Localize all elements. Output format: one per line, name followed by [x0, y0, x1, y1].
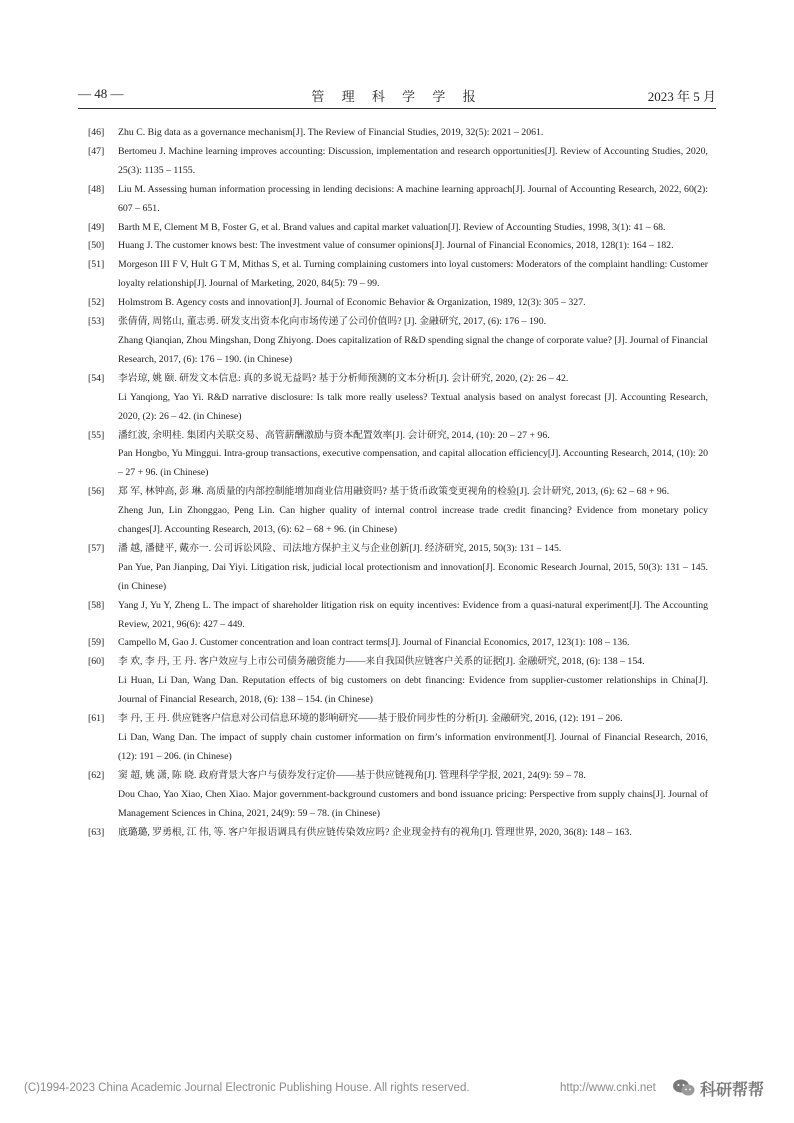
reference-translation: Dou Chao, Yao Xiao, Chen Xiao. Major government-background customers and bond issuance pricing: Perspective from supply chains[J]. Journal of Management Sciences in China, 2021, 24(9): 59 – 78. (in Chinese)	[118, 788, 708, 819]
header-rule	[78, 108, 716, 109]
page-number: — 48 —	[78, 86, 124, 101]
reference-item	[88, 143, 708, 181]
reference-number: [63]	[88, 826, 105, 838]
reference-list	[88, 124, 708, 842]
reference-number: [46]	[88, 127, 105, 138]
reference-text: Huang J. The customer knows best: The investment value of consumer opinions[J]. Journal of Financial Economics, 2018, 128(1): 164 – 182.	[118, 240, 674, 252]
reference-translation: Pan Yue, Pan Jianping, Dai Yiyi. Litigation risk, judicial local protectionism and innovation[J]. Economic Research Journal, 2015, 50(3): 131 – 145. (in Chinese)	[118, 561, 708, 592]
reference-number: [52]	[88, 297, 105, 309]
reference-text: 李 欢, 李 丹, 王 丹. 客户效应与上市公司债务融资能力——来自我国供应链客户关系的证据[J]. 金融研究, 2018, (6): 138 – 154.	[118, 656, 645, 668]
reference-number: [48]	[88, 183, 105, 195]
journal-title: 管 理 科 学 学 报	[311, 89, 483, 104]
copyright-notice: (C)1994-2023 China Academic Journal Electronic Publishing House. All rights reserved.	[24, 1082, 470, 1094]
reference-number: [61]	[88, 713, 105, 725]
reference-item	[88, 237, 708, 256]
reference-translation: Zheng Jun, Lin Zhonggao, Peng Lin. Can higher quality of internal control increase trade credit financing? Evidence from monetary policy changes[J]. Accounting Research, 2013, (6): 62 – 68 + 96. (in Chinese)	[118, 505, 708, 536]
reference-item	[88, 483, 708, 540]
reference-item	[88, 634, 708, 653]
reference-number: [51]	[88, 259, 105, 271]
reference-text: 郑 军, 林钟高, 彭 琳. 高质量的内部控制能增加商业信用融资吗? 基于货币政策变更视角的检验[J]. 会计研究, 2013, (6): 62 – 68 + 96.	[118, 486, 670, 498]
reference-item	[88, 597, 708, 635]
watermark-text: 科研帮帮	[700, 1079, 765, 1099]
reference-translation: Li Huan, Li Dan, Wang Dan. Reputation effects of big customers on debt financing: Evidence from supplier-customer relationships in China[J]. Journal of Financial Research, 2018, (6): 138 – 154. (in Chinese)	[118, 675, 708, 706]
reference-item	[88, 653, 708, 710]
issue-date: 2023 年 5 月	[647, 89, 716, 104]
reference-text: Bertomeu J. Machine learning improves accounting: Discussion, implementation and research opportunities[J]. Review of Accounting Studies, 2020, 25(3): 1135 – 1155.	[118, 145, 708, 176]
watermark	[672, 1076, 764, 1100]
reference-item	[88, 181, 708, 219]
reference-item	[88, 124, 708, 143]
reference-number: [56]	[88, 486, 105, 498]
reference-text: Zhu C. Big data as a governance mechanism[J]. The Review of Financial Studies, 2019, 32(5): 2021 – 2061.	[118, 127, 544, 138]
reference-text: 李 丹, 王 丹. 供应链客户信息对公司信息环境的影响研究——基于股价同步性的分析[J]. 金融研究, 2016, (12): 191 – 206.	[118, 713, 623, 725]
reference-text: 窦 超, 姚 潇, 陈 晓. 政府背景大客户与债券发行定价——基于供应链视角[J]. 管理科学学报, 2021, 24(9): 59 – 78.	[118, 769, 586, 781]
reference-text: Morgeson III F V, Hult G T M, Mithas S, et al. Turning complaining customers into loyal customers: Moderators of the complaint handling: Customer loyalty relationship[J]. Journal of Marketing, 2020, 84(5): 79 – 99.	[118, 259, 708, 290]
reference-item	[88, 540, 708, 597]
reference-text: 李岩琼, 姚 颐. 研发文本信息: 真的多说无益吗? 基于分析师预测的文本分析[J]. 会计研究, 2020, (2): 26 – 42.	[118, 372, 569, 384]
cnki-link[interactable]: http://www.cnki.net	[560, 1082, 656, 1094]
reference-number: [54]	[88, 372, 105, 384]
page-header	[78, 86, 716, 108]
reference-number: [62]	[88, 769, 105, 781]
wechat-icon	[672, 1078, 696, 1098]
reference-text: Holmstrom B. Agency costs and innovation[J]. Journal of Economic Behavior & Organization, 1989, 12(3): 305 – 327.	[118, 297, 586, 309]
reference-text: Campello M, Gao J. Customer concentration and loan contract terms[J]. Journal of Financial Economics, 2017, 123(1): 108 – 136.	[118, 637, 630, 649]
reference-item	[88, 256, 708, 294]
reference-number: [50]	[88, 240, 105, 252]
reference-text: 潘 越, 潘健平, 戴亦一. 公司诉讼风险、司法地方保护主义与企业创新[J]. 经济研究, 2015, 50(3): 131 – 145.	[118, 542, 562, 554]
reference-item	[88, 427, 708, 484]
reference-text: Barth M E, Clement M B, Foster G, et al. Brand values and capital market valuation[J]. Review of Accounting Studies, 1998, 3(1): 41 – 68.	[118, 221, 666, 233]
reference-item	[88, 824, 708, 843]
reference-text: 张倩倩, 周铭山, 董志勇. 研发支出资本化向市场传递了公司价值吗? [J]. 金融研究, 2017, (6): 176 – 190.	[118, 316, 547, 328]
reference-number: [59]	[88, 637, 105, 649]
reference-item	[88, 219, 708, 238]
reference-number: [57]	[88, 542, 105, 554]
reference-text: Yang J, Yu Y, Zheng L. The impact of shareholder litigation risk on equity incentives: Evidence from a quasi-natural experiment[J]. The Accounting Review, 2021, 96(6): 427 – 449.	[118, 599, 708, 630]
reference-item	[88, 370, 708, 427]
reference-number: [53]	[88, 316, 105, 328]
reference-item	[88, 294, 708, 313]
reference-text: Liu M. Assessing human information processing in lending decisions: A machine learning approach[J]. Journal of Accounting Research, 2022, 60(2): 607 – 651.	[118, 183, 708, 214]
reference-item	[88, 767, 708, 824]
reference-number: [58]	[88, 599, 105, 611]
reference-translation: Li Yanqiong, Yao Yi. R&D narrative disclosure: Is talk more really useless? Textual analysis based on analyst forecast [J]. Accounting Research, 2020, (2): 26 – 42. (in Chinese)	[118, 391, 708, 422]
reference-item	[88, 313, 708, 370]
reference-text: 底璐璐, 罗勇根, 江 伟, 等. 客户年报语调具有供应链传染效应吗? 企业现金持有的视角[J]. 管理世界, 2020, 36(8): 148 – 163.	[118, 826, 632, 838]
reference-number: [49]	[88, 221, 105, 233]
reference-number: [55]	[88, 429, 105, 441]
reference-translation: Pan Hongbo, Yu Minggui. Intra-group transactions, executive compensation, and capital allocation efficiency[J]. Accounting Research, 2014, (10): 20 – 27 + 96. (in Chinese)	[118, 448, 708, 479]
reference-number: [47]	[88, 145, 105, 157]
reference-number: [60]	[88, 656, 105, 668]
reference-item	[88, 710, 708, 767]
reference-translation: Zhang Qianqian, Zhou Mingshan, Dong Zhiyong. Does capitalization of R&D spending signal the change of corporate value? [J]. Journal of Financial Research, 2017, (6): 176 – 190. (in Chinese)	[118, 334, 708, 365]
reference-translation: Li Dan, Wang Dan. The impact of supply chain customer information on firm’s information environment[J]. Journal of Financial Research, 2016, (12): 191 – 206. (in Chinese)	[118, 732, 708, 762]
reference-text: 潘红波, 余明桂. 集团内关联交易、高管薪酬激励与资本配置效率[J]. 会计研究, 2014, (10): 20 – 27 + 96.	[118, 429, 550, 441]
